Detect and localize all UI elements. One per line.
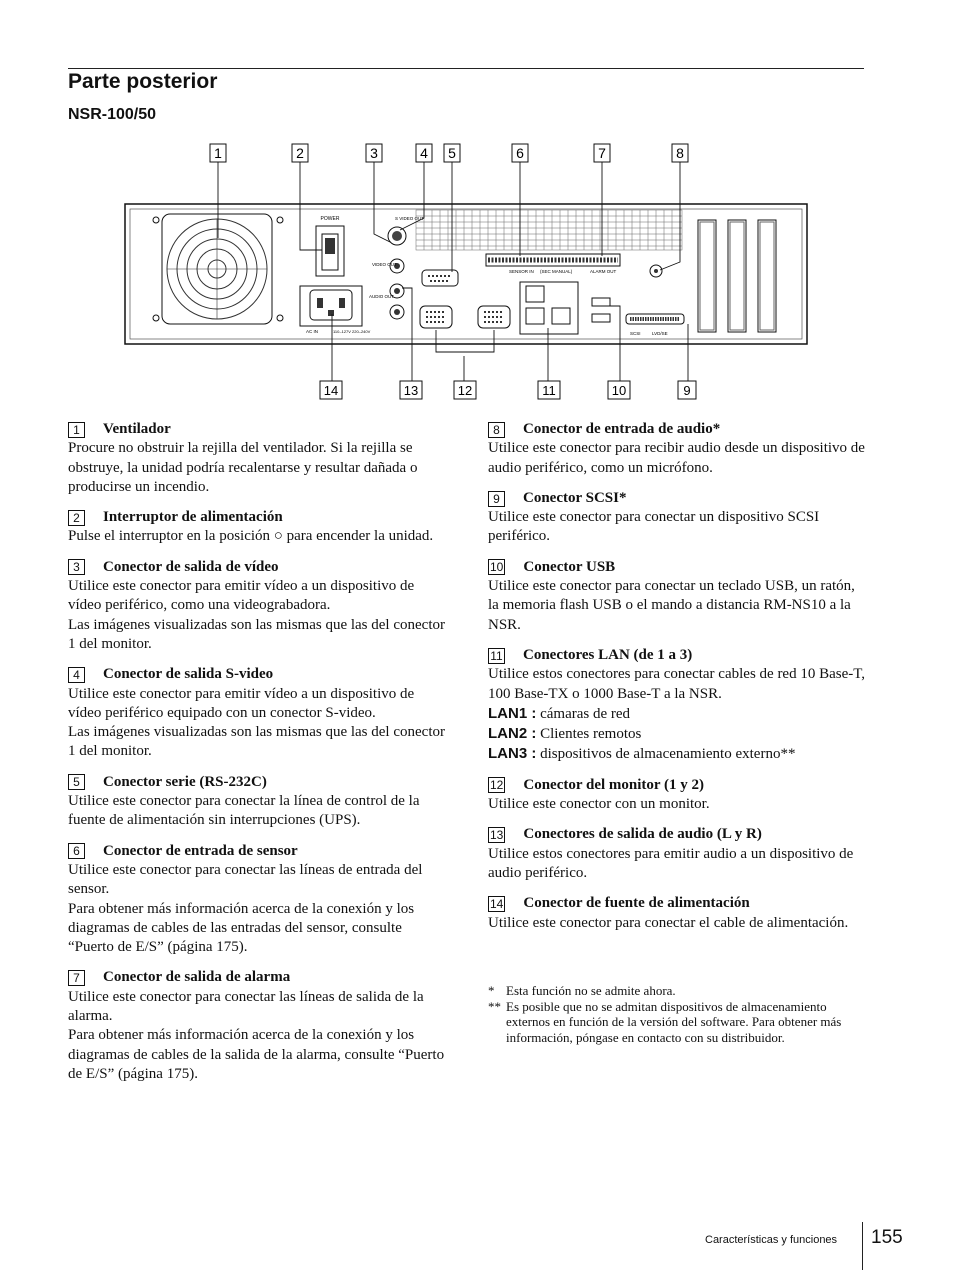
item-number: 8 [488,422,505,438]
callout-10 [608,381,630,399]
item-body-extra: Las imágenes visualizadas son las mismas que las del conector 1 del monitor. [68,616,445,652]
item-2 [68,508,446,547]
callout-5-label: 5 [448,145,456,161]
model-heading: NSR-100/50 [68,106,157,123]
callout-5 [444,144,460,162]
item-body-extra: Para obtener más información acerca de la conexión y los diagramas de cables de la salida de la alarma, consulte “Puerto de E/S” (página 175). [68,1027,445,1082]
lvd-label: LVD/SE [652,331,668,336]
item-body: Utilice este conector con un monitor. [488,796,710,813]
item-title: Conector de salida S-video [103,666,274,683]
item-title: Ventilador [103,421,171,437]
callout-6-label: 6 [516,145,524,161]
item-body: Utilice este conector para conectar las líneas de salida de la alarma. [68,988,424,1025]
item-3 [68,558,446,654]
item-1 [68,420,446,497]
callout-11-label: 11 [542,383,556,398]
item-number: 10 [490,560,504,575]
item-number: 9 [488,491,505,507]
callout-12-label: 12 [457,383,473,398]
callout-14 [320,381,342,399]
callout-2 [292,144,308,162]
item-title: Conector de entrada de audio* [523,421,721,437]
callout-12 [454,381,476,399]
callout-7-label: 7 [598,145,606,161]
item-number: 1 [68,422,85,438]
item-number: 7 [68,970,85,986]
callout-3-label: 3 [370,145,378,161]
callout-10-label: 10 [611,383,627,398]
item-12 [488,776,866,815]
right-column [488,420,866,944]
item-body-extra: Las imágenes visualizadas son las mismas que las del conector 1 del monitor. [68,724,445,760]
video-out-label: VIDEO OUT [372,262,397,267]
voltage-label: 110–127V 220–240V [333,329,371,334]
lan3-key: LAN3 : [488,745,537,763]
callout-1-label: 1 [214,145,222,161]
item-4 [68,665,446,761]
item-body: Utilice estos conectores para emitir audio a un dispositivo de audio periférico. [488,845,854,881]
item-title: Conector USB [523,558,616,575]
chassis-outline [125,204,807,344]
footnote-text: Es posible que no se admitan dispositivos de almacenamiento externos en función de la versión del software. Para obtener más información, póngase en contacto con su distribuidor. [506,998,842,1045]
item-number: 13 [490,827,504,842]
item-number: 6 [68,843,85,859]
item-7 [68,968,446,1084]
item-number: 11 [488,648,505,664]
left-column [68,420,446,1095]
lan1-row [488,704,866,724]
callout-7 [594,144,610,162]
callout-1 [210,144,226,162]
callout-9 [678,381,696,399]
page-number: 155 [871,1227,903,1248]
top-rule [68,68,864,69]
item-number: 14 [490,896,504,911]
footnotes [488,983,848,1045]
footnote-mark: * [488,983,495,998]
lan2-value: Clientes remotos [540,726,642,743]
footer-section-title: Características y funciones [705,1234,838,1246]
power-label: POWER [320,216,340,222]
footnote [488,983,848,999]
svideo-label: S VIDEO OUT [395,216,425,221]
footnote-text: Esta función no se admite ahora. [506,983,676,998]
item-title: Conector de salida de alarma [103,969,291,986]
callout-14-label: 14 [323,383,339,398]
item-10 [488,558,866,635]
item-title: Conector de entrada de sensor [103,842,298,859]
item-title: Conector de salida de vídeo [103,558,279,575]
item-5 [68,773,446,831]
callout-2-label: 2 [296,145,304,161]
item-body: Utilice este conector para emitir vídeo a un dispositivo de vídeo periférico equipado con un conector S-video. [68,685,415,721]
sensor-in-label: SENSOR IN [509,269,534,274]
item-title: Conectores de salida de audio (L y R) [523,826,762,843]
item-body: Utilice este conector para conectar la línea de control de la fuente de alimentación sin interrupciones (UPS). [68,793,420,829]
item-body: Utilice este conector para conectar el cable de alimentación. [488,914,849,931]
item-body: Utilice este conector para emitir vídeo a un dispositivo de vídeo periférico, como una videograbadora. [68,578,415,614]
item-number: 4 [68,667,85,683]
lan3-value: dispositivos de almacenamiento externo** [540,746,796,763]
callout-13-label: 13 [403,383,419,398]
scsi-label: SCSI [630,331,641,336]
item-body: Procure no obstruir la rejilla del ventilador. Si la rejilla se obstruye, la unidad podría recalentarse y resultar dañada o producirse un incendio. [68,440,418,495]
item-number: 12 [490,778,504,793]
callout-11 [538,381,560,399]
callout-6 [512,144,528,162]
item-body: Utilice este conector para conectar un dispositivo SCSI periférico. [488,509,820,545]
footnote-mark: ** [488,998,501,1014]
item-body: Utilice este conector para conectar un teclado USB, un ratón, la memoria flash USB o el mando a distancia RM-NS10 a la NSR. [488,578,855,633]
callout-4 [416,144,432,162]
item-title: Conector serie (RS-232C) [103,773,267,790]
item-body-extra: Para obtener más información acerca de la conexión y los diagramas de cables de las entradas del sensor, consulte “Puerto de E/S” (página 175). [68,900,415,956]
callout-8-label: 8 [676,145,684,161]
item-number: 3 [68,559,85,575]
lan1-value: cámaras de red [540,705,631,722]
rear-panel-diagram [120,138,820,408]
sec-manual-label: (SEC MANUAL) [540,269,573,274]
footnote [488,999,848,1046]
callout-9-label: 9 [683,383,691,398]
item-body: Utilice este conector para recibir audio desde un dispositivo de audio periférico, como un micrófono. [488,440,865,476]
bottom-callouts [320,381,696,399]
item-body: Utilice este conector para conectar las líneas de entrada del sensor. [68,861,423,898]
ac-in-label: AC IN [306,329,319,334]
item-14 [488,894,866,933]
footer-rule [862,1222,863,1270]
item-13 [488,825,866,883]
item-title: Conectores LAN (de 1 a 3) [523,646,693,663]
top-callouts [210,144,688,162]
item-number: 5 [68,774,85,790]
callout-13 [400,381,422,399]
alarm-out-label: ALARM OUT [590,269,617,274]
item-11 [488,646,866,765]
lan3-row [488,744,866,764]
item-title: Conector de fuente de alimentación [523,895,750,912]
item-title: Conector del monitor (1 y 2) [523,776,705,793]
item-number: 2 [68,510,85,526]
callout-3 [366,144,382,162]
callout-8 [672,144,688,162]
callout-4-label: 4 [420,145,428,161]
lan1-key: LAN1 : [488,704,537,722]
lan2-row [488,724,866,744]
item-title: Interruptor de alimentación [103,509,283,526]
lan2-key: LAN2 : [488,725,537,743]
item-body: Pulse el interruptor en la posición ○ para encender la unidad. [68,528,434,545]
item-title: Conector SCSI* [523,489,627,506]
item-9 [488,489,866,547]
page-title: Parte posterior [68,70,218,93]
audio-out-label: AUDIO OUT [369,294,395,299]
item-body: Utilice estos conectores para conectar cables de red 10 Base-T, 100 Base-TX o 1000 Base-T a la NSR. [488,666,866,702]
item-6 [68,842,446,958]
item-8 [488,420,866,478]
